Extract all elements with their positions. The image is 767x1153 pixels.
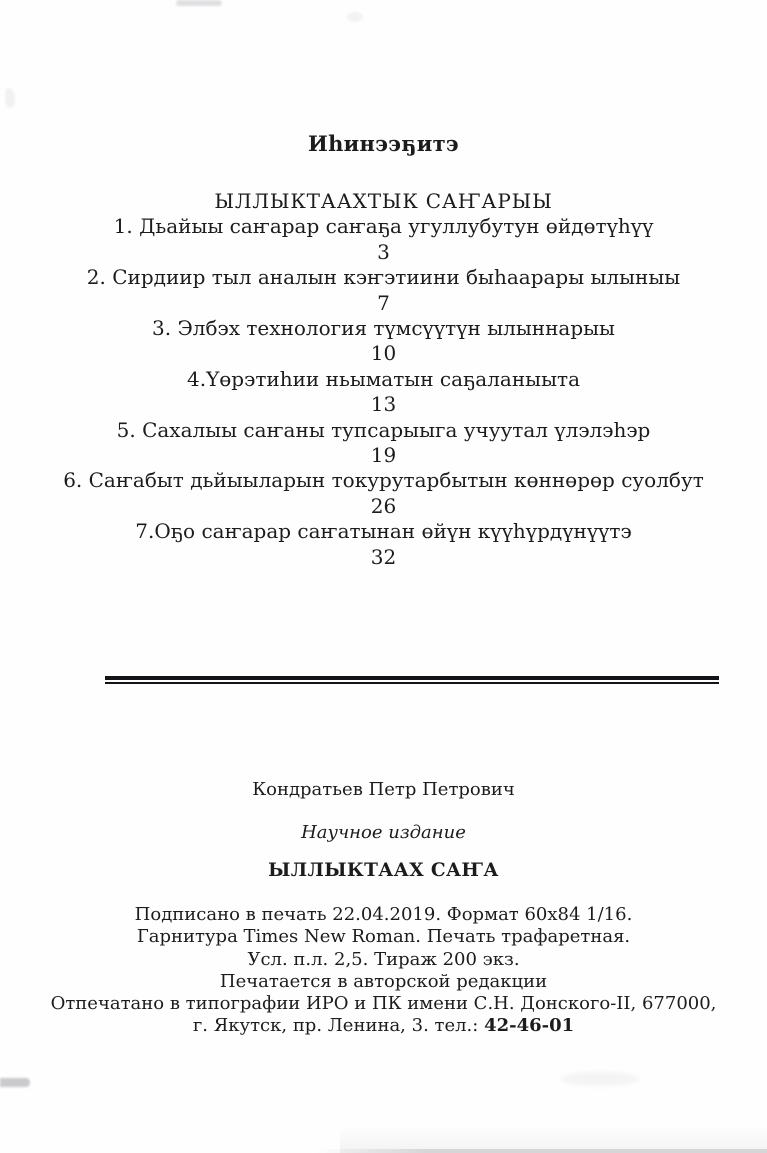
imprint-line: Гарнитура Times New Roman. Печать трафаретная. <box>136 926 631 948</box>
scan-bottom-edge <box>315 1149 767 1153</box>
toc-item <box>0 468 767 519</box>
toc-item-label: 4.Үөрэтиһии ньыматын саҕаланыыта <box>186 366 581 391</box>
toc-item <box>0 265 767 316</box>
scan-mark-left <box>5 88 15 108</box>
toc-heading: ЫЛЛЫКТААХТЫК САҤАРЫЫ <box>214 189 553 213</box>
author-name: Кондратьев Петр Петрович <box>252 779 515 800</box>
toc-item-page: 7 <box>377 290 390 315</box>
imprint-block <box>0 904 767 1038</box>
toc-item-label: 5. Сахалыы саҥаны тупсарыыга учуутал үлэлэһэр <box>116 417 651 442</box>
imprint-line: Усл. п.л. 2,5. Тираж 200 экз. <box>247 948 520 970</box>
divider-rule <box>105 676 719 684</box>
edition-type: Научное издание <box>301 822 466 843</box>
imprint-line-address <box>0 1015 767 1037</box>
toc-item-page: 19 <box>370 443 397 468</box>
book-title: ЫЛЛЫКТААХ САҤА <box>268 860 499 881</box>
toc-item-page: 10 <box>370 341 397 366</box>
toc-item-label: 7.Оҕо саҥарар саҥатынан өйүн күүһүрдүнүүтэ <box>135 519 632 544</box>
toc-item-page: 32 <box>370 544 397 569</box>
imprint-line: Печатается в авторской редакции <box>219 970 548 992</box>
address-text: г. Якутск, пр. Ленина, 3. тел.: <box>192 1015 485 1037</box>
toc-item <box>0 367 767 418</box>
toc-item-label: 6. Саҥабыт дьйыыларын токурутарбытын көннөрөр суолбут <box>63 468 704 493</box>
toc-item <box>0 214 767 265</box>
scan-smudge-top <box>176 0 222 6</box>
table-of-contents <box>0 189 767 570</box>
toc-item-page: 13 <box>370 392 397 417</box>
toc-item-label: 1. Дьайыы саҥарар саҥаҕа угуллубутун өйдөтүһүү <box>113 214 654 239</box>
toc-item-label: 3. Элбэх технология түмсүүтүн ылыннарыы <box>152 316 615 341</box>
scan-smudge-bottom <box>560 1072 640 1086</box>
toc-item <box>0 316 767 367</box>
toc-item-page: 3 <box>377 239 390 264</box>
scan-mark-bottom-left <box>0 1078 30 1087</box>
scan-smudge-top-2 <box>347 12 363 22</box>
toc-item <box>0 519 767 570</box>
toc-item-page: 26 <box>370 493 397 518</box>
imprint-line: Отпечатано в типографии ИРО и ПК имени С.Н. Донского-II, 677000, <box>50 993 717 1015</box>
phone-number: 42-46-01 <box>484 1015 575 1037</box>
toc-item-label: 2. Сирдиир тыл аналын кэҥэтиини быһаарары ылыныы <box>86 265 681 290</box>
page-title: Иһинээҕитэ <box>307 131 460 156</box>
scan-shadow-bottom-right <box>340 1126 767 1153</box>
imprint-line: Подписано в печать 22.04.2019. Формат 60х84 1/16. <box>134 904 633 925</box>
toc-item <box>0 418 767 469</box>
colophon <box>0 779 767 1038</box>
